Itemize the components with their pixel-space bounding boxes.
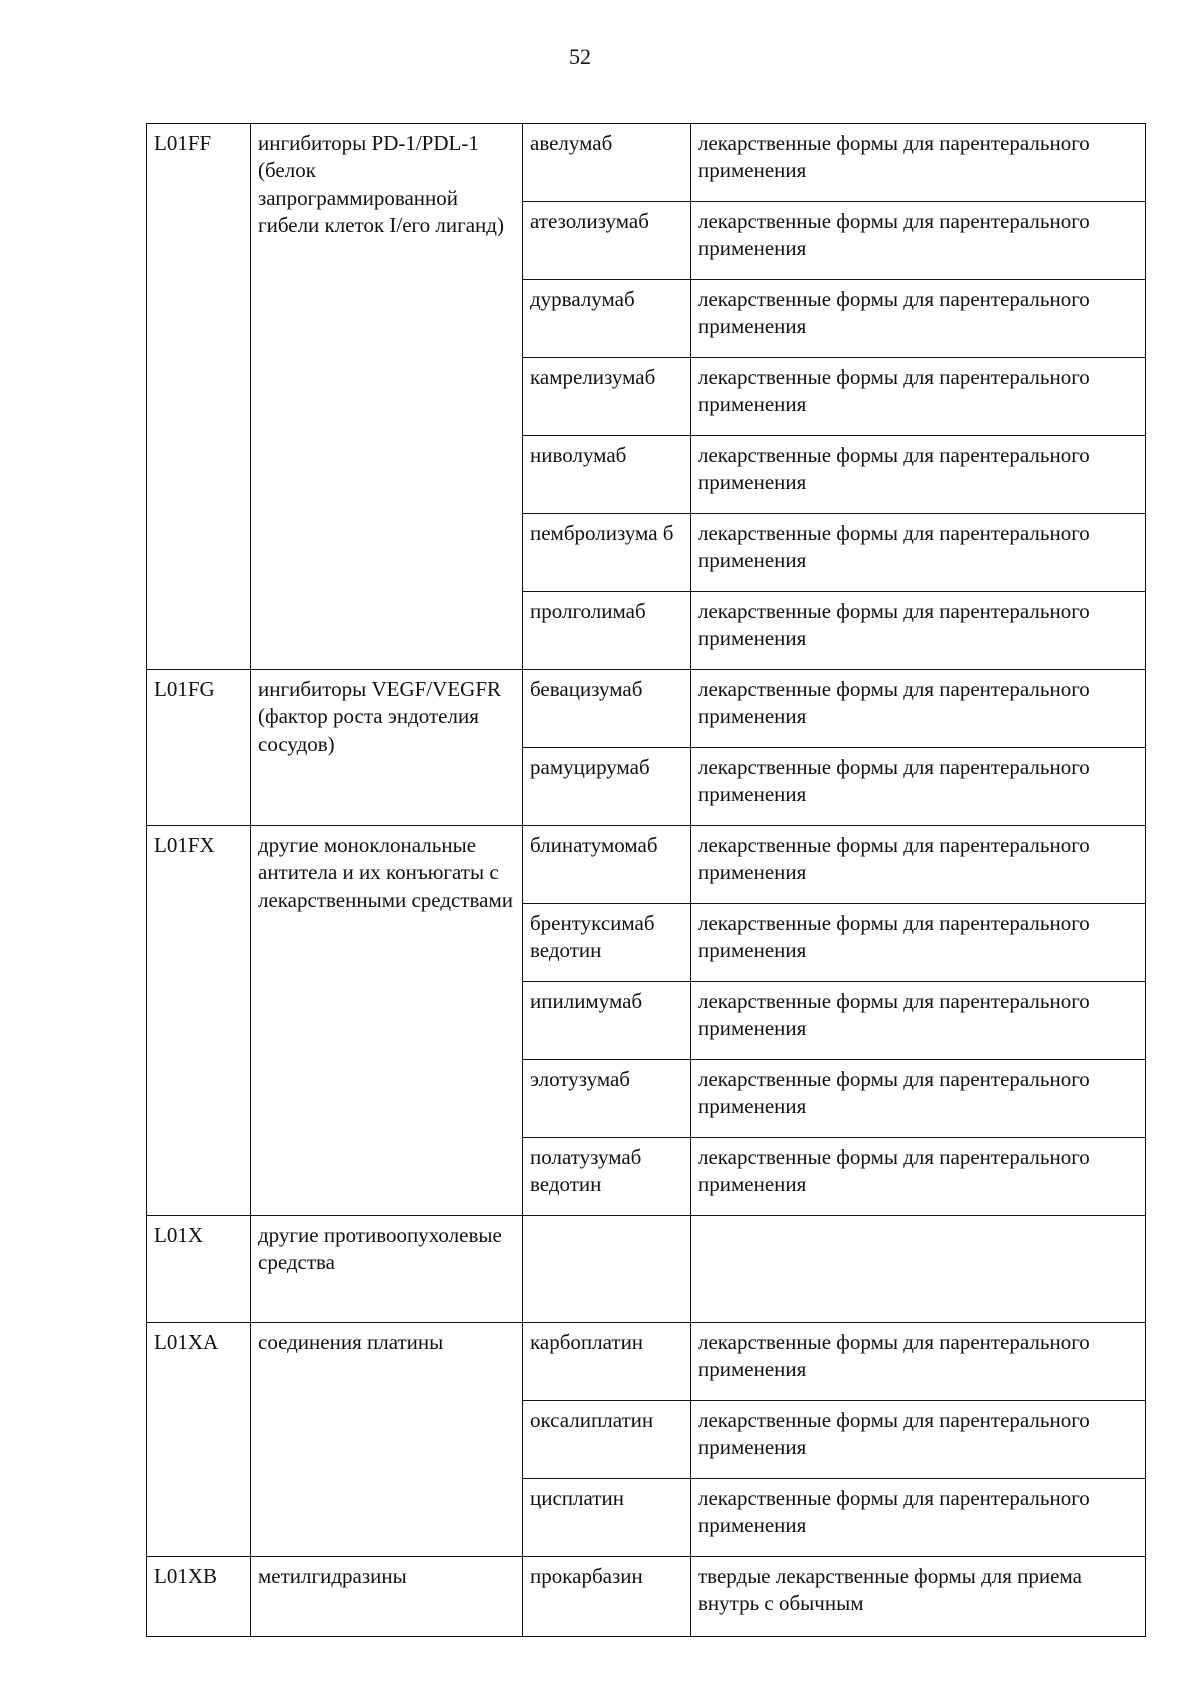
group-name-cell: другие противоопухолевые средства [251,1216,523,1323]
drug-name-cell: пролголимаб [523,592,691,670]
table-row [147,670,1146,748]
group-name-cell: другие моноклональные антитела и их конъюгаты с лекарственными средствами [251,826,523,1216]
drug-name-cell: рамуцирумаб [523,748,691,826]
dosage-form-cell: лекарственные формы для парентерального применения [691,670,1146,748]
atc-code-cell: L01X [147,1216,251,1323]
dosage-form-cell: лекарственные формы для парентерального применения [691,280,1146,358]
drug-name-cell: элотузумаб [523,1060,691,1138]
table-row [147,124,1146,202]
dosage-form-cell: лекарственные формы для парентерального применения [691,904,1146,982]
table-row [147,1557,1146,1637]
drug-name-cell [523,1216,691,1323]
atc-code-cell: L01XB [147,1557,251,1637]
drug-name-cell: цисплатин [523,1479,691,1557]
drug-name-cell: прокарбазин [523,1557,691,1637]
dosage-form-cell: лекарственные формы для парентерального применения [691,1323,1146,1401]
dosage-form-cell: лекарственные формы для парентерального применения [691,982,1146,1060]
dosage-form-cell: лекарственные формы для парентерального применения [691,358,1146,436]
drug-name-cell: ниволумаб [523,436,691,514]
drug-name-cell: бевацизумаб [523,670,691,748]
atc-code-cell: L01FF [147,124,251,670]
drug-name-cell: ипилимумаб [523,982,691,1060]
drug-name-cell: авелумаб [523,124,691,202]
dosage-form-cell: лекарственные формы для парентерального применения [691,748,1146,826]
dosage-form-cell: лекарственные формы для парентерального применения [691,592,1146,670]
dosage-form-cell: лекарственные формы для парентерального применения [691,826,1146,904]
drug-classification-table [146,123,1146,1637]
page-number: 52 [569,44,591,69]
drug-name-cell: полатузумаб ведотин [523,1138,691,1216]
atc-code-cell: L01XA [147,1323,251,1557]
dosage-form-cell: лекарственные формы для парентерального применения [691,514,1146,592]
drug-name-cell: атезолизумаб [523,202,691,280]
drug-name-cell: пембролизума б [523,514,691,592]
drug-name-cell: оксалиплатин [523,1401,691,1479]
table-row [147,1323,1146,1401]
drug-name-cell: брентуксимаб ведотин [523,904,691,982]
dosage-form-cell: лекарственные формы для парентерального применения [691,1479,1146,1557]
drug-name-cell: дурвалумаб [523,280,691,358]
dosage-form-cell: лекарственные формы для парентерального применения [691,1060,1146,1138]
group-name-cell: ингибиторы PD-1/PDL-1 (белок запрограммированной гибели клеток I/его лиганд) [251,124,523,670]
atc-code-cell: L01FX [147,826,251,1216]
dosage-form-cell: лекарственные формы для парентерального применения [691,202,1146,280]
dosage-form-cell: лекарственные формы для парентерального применения [691,1138,1146,1216]
drug-name-cell: блинатумомаб [523,826,691,904]
dosage-form-cell [691,1216,1146,1323]
dosage-form-cell: твердые лекарственные формы для приема внутрь с обычным [691,1557,1146,1637]
dosage-form-cell: лекарственные формы для парентерального применения [691,124,1146,202]
table-body [147,124,1146,1637]
table-row [147,1216,1146,1323]
group-name-cell: метилгидразины [251,1557,523,1637]
atc-code-cell: L01FG [147,670,251,826]
group-name-cell: соединения платины [251,1323,523,1557]
table-row [147,826,1146,904]
dosage-form-cell: лекарственные формы для парентерального применения [691,1401,1146,1479]
dosage-form-cell: лекарственные формы для парентерального применения [691,436,1146,514]
drug-name-cell: камрелизумаб [523,358,691,436]
drug-name-cell: карбоплатин [523,1323,691,1401]
group-name-cell: ингибиторы VEGF/VEGFR (фактор роста эндотелия сосудов) [251,670,523,826]
